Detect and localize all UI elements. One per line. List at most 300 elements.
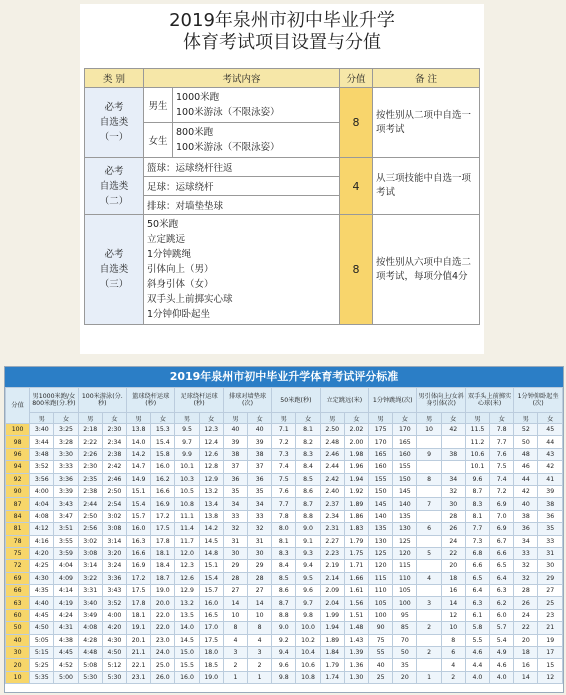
grading-cell: 2:22 xyxy=(78,436,102,448)
grading-cell: 2:44 xyxy=(78,498,102,510)
grading-cell: 6.2 xyxy=(490,597,514,609)
grading-row xyxy=(6,461,563,473)
grading-cell: 14.0 xyxy=(175,622,199,634)
grading-cell: 6.4 xyxy=(465,585,489,597)
grading-cell: 12 xyxy=(538,671,563,683)
grading-cell: 22.0 xyxy=(151,609,175,621)
grading-cell: 36 xyxy=(538,510,563,522)
items-table xyxy=(84,68,480,325)
grading-cell: 39 xyxy=(223,436,247,448)
content-volleyball: 排球：对墙垫垫球 xyxy=(144,196,340,215)
note-3: 按性别从六项中自选二项考试，每项分值4分 xyxy=(373,215,480,325)
grading-cell: 3:14 xyxy=(78,560,102,572)
grading-cell: 1.83 xyxy=(344,523,368,535)
grading-cell: 6.0 xyxy=(490,609,514,621)
grading-cell: 20 xyxy=(441,560,465,572)
grading-cell: 4:52 xyxy=(54,659,78,671)
grading-cell: 90 xyxy=(369,622,393,634)
grading-cell: 4:38 xyxy=(54,634,78,646)
grading-cell: 2.31 xyxy=(320,523,344,535)
grading-cell: 23.1 xyxy=(127,671,151,683)
grading-cell: 15.0 xyxy=(175,647,199,659)
header-score: 分值 xyxy=(340,69,373,88)
grading-cell: 3:59 xyxy=(54,547,78,559)
grading-cell: 43 xyxy=(538,448,563,460)
grading-cell: 15.4 xyxy=(151,436,175,448)
grading-cell: 3:22 xyxy=(78,572,102,584)
grading-cell: 25.0 xyxy=(151,659,175,671)
grading-cell: 4:24 xyxy=(54,609,78,621)
grading-cell: 17.0 xyxy=(199,622,223,634)
grading-cell: 115 xyxy=(369,572,393,584)
grading-cell: 14.2 xyxy=(127,448,151,460)
grading-cell: 10.5 xyxy=(175,485,199,497)
grading-score-cell: 60 xyxy=(6,609,30,621)
grading-cell: 26.0 xyxy=(151,671,175,683)
grading-cell: 4:04 xyxy=(30,498,54,510)
grading-cell: 14.2 xyxy=(199,523,223,535)
grading-cell: 1.61 xyxy=(344,585,368,597)
grading-cell: 42 xyxy=(441,424,465,436)
grading-cell: 4.0 xyxy=(490,671,514,683)
grading-cell: 22 xyxy=(514,622,538,634)
grading-cell: 28 xyxy=(248,572,272,584)
grading-score-cell: 63 xyxy=(6,597,30,609)
grading-cell xyxy=(417,535,441,547)
grading-cell: 4:09 xyxy=(54,572,78,584)
grading-cell: 6.5 xyxy=(465,572,489,584)
grading-cell: 3:24 xyxy=(102,560,126,572)
grading-cell: 9.6 xyxy=(272,659,296,671)
grading-cell: 16.5 xyxy=(199,609,223,621)
grading-cell: 3:02 xyxy=(78,535,102,547)
grading-cell: 2.14 xyxy=(320,572,344,584)
grading-row xyxy=(6,597,563,609)
note-1: 按性别从二项中自选一项考试 xyxy=(373,88,480,158)
grading-cell: 5:30 xyxy=(78,671,102,683)
grading-header: 男引体向上/女斜身引体(次) xyxy=(417,388,465,413)
grading-cell: 15.7 xyxy=(199,585,223,597)
grading-cell: 2.19 xyxy=(320,560,344,572)
grading-cell: 32 xyxy=(514,560,538,572)
grading-cell: 170 xyxy=(393,424,417,436)
grading-subheader: 男 xyxy=(127,413,151,424)
grading-cell: 2.23 xyxy=(320,547,344,559)
grading-cell: 26 xyxy=(441,523,465,535)
grading-cell: 10.6 xyxy=(296,659,320,671)
grading-cell: 30 xyxy=(538,560,563,572)
grading-cell xyxy=(417,609,441,621)
grading-cell: 16.0 xyxy=(151,461,175,473)
grading-cell: 48 xyxy=(514,448,538,460)
grading-cell: 18.1 xyxy=(127,609,151,621)
grading-cell: 140 xyxy=(369,510,393,522)
grading-cell: 175 xyxy=(369,424,393,436)
score-1: 8 xyxy=(340,88,373,158)
grading-header: 足球绕杆运球(秒) xyxy=(175,388,223,413)
grading-cell: 9.5 xyxy=(296,572,320,584)
grading-cell: 8 xyxy=(223,622,247,634)
grading-cell: 8.5 xyxy=(272,572,296,584)
grading-cell: 4:08 xyxy=(78,622,102,634)
grading-cell: 10.4 xyxy=(296,647,320,659)
grading-cell: 160 xyxy=(393,448,417,460)
grading-row xyxy=(6,485,563,497)
grading-cell: 1.89 xyxy=(320,634,344,646)
grading-cell: 31 xyxy=(248,535,272,547)
grading-cell: 9.3 xyxy=(296,547,320,559)
grading-cell xyxy=(417,585,441,597)
grading-cell: 3:30 xyxy=(54,448,78,460)
grading-cell xyxy=(417,485,441,497)
grading-cell: 7.3 xyxy=(465,535,489,547)
grading-cell: 10 xyxy=(223,609,247,621)
note-2: 从三项技能中自选一项考试 xyxy=(373,158,480,215)
grading-cell: 13.8 xyxy=(199,510,223,522)
grading-subheader: 男 xyxy=(465,413,489,424)
grading-cell: 10.8 xyxy=(175,498,199,510)
grading-cell: 3:49 xyxy=(78,609,102,621)
grading-cell: 12.0 xyxy=(175,547,199,559)
grading-cell: 23 xyxy=(538,609,563,621)
grading-cell: 16.9 xyxy=(151,498,175,510)
grading-row xyxy=(6,473,563,485)
grading-row xyxy=(6,671,563,683)
grading-cell: 3:31 xyxy=(78,585,102,597)
grading-cell: 46 xyxy=(514,461,538,473)
grading-cell: 15.4 xyxy=(127,498,151,510)
grading-cell: 2:50 xyxy=(102,485,126,497)
grading-cell: 135 xyxy=(369,523,393,535)
grading-cell: 1.36 xyxy=(344,659,368,671)
grading-cell: 120 xyxy=(393,547,417,559)
grading-cell: 1.48 xyxy=(344,622,368,634)
grading-cell: 14.8 xyxy=(199,547,223,559)
grading-cell: 26 xyxy=(514,597,538,609)
grading-cell: 105 xyxy=(369,597,393,609)
grading-subheader: 女 xyxy=(490,413,514,424)
grading-cell: 37 xyxy=(223,461,247,473)
grading-cell: 3 xyxy=(248,647,272,659)
grading-score-cell: 92 xyxy=(6,473,30,485)
grading-cell: 15.4 xyxy=(199,572,223,584)
grading-cell: 38 xyxy=(223,448,247,460)
grading-cell: 4 xyxy=(248,634,272,646)
grading-cell: 7.7 xyxy=(272,498,296,510)
grading-cell: 27 xyxy=(248,585,272,597)
grading-header: 50米跑(秒) xyxy=(272,388,320,413)
grading-cell: 16.0 xyxy=(199,597,223,609)
grading-cell xyxy=(417,659,441,671)
grading-cell xyxy=(441,436,465,448)
grading-cell: 27 xyxy=(223,585,247,597)
grading-cell: 1.79 xyxy=(344,535,368,547)
grading-cell: 12.4 xyxy=(199,436,223,448)
grading-cell: 5:05 xyxy=(30,634,54,646)
grading-score-cell: 30 xyxy=(6,647,30,659)
grading-cell: 12.9 xyxy=(175,585,199,597)
grading-row xyxy=(6,547,563,559)
sex-female: 女生 xyxy=(144,123,173,158)
grading-cell: 4:48 xyxy=(78,647,102,659)
grading-cell: 3:56 xyxy=(30,473,54,485)
grading-subheader: 男 xyxy=(514,413,538,424)
grading-cell: 10.0 xyxy=(296,622,320,634)
grading-cell: 3:43 xyxy=(102,585,126,597)
grading-cell: 85 xyxy=(393,622,417,634)
grading-cell: 1.66 xyxy=(344,572,368,584)
grading-cell: 40 xyxy=(248,424,272,436)
grading-cell: 1.56 xyxy=(344,597,368,609)
grading-cell: 34 xyxy=(223,498,247,510)
content-female: 800米跑 100米游泳（不限泳姿） xyxy=(173,123,340,158)
grading-row xyxy=(6,609,563,621)
grading-cell: 32 xyxy=(223,523,247,535)
grading-cell: 17.5 xyxy=(151,523,175,535)
grading-cell: 17.5 xyxy=(199,634,223,646)
grading-cell: 14 xyxy=(223,597,247,609)
grading-cell: 2.40 xyxy=(320,485,344,497)
grading-cell: 6.9 xyxy=(490,523,514,535)
grading-cell: 19.0 xyxy=(151,585,175,597)
grading-cell: 2.37 xyxy=(320,498,344,510)
grading-cell: 6.5 xyxy=(490,560,514,572)
grading-cell: 6.8 xyxy=(465,547,489,559)
grading-cell: 39 xyxy=(538,485,563,497)
grading-cell: 23.0 xyxy=(151,634,175,646)
grading-cell: 30 xyxy=(223,547,247,559)
grading-cell: 5:30 xyxy=(102,671,126,683)
grading-cell: 4:00 xyxy=(102,609,126,621)
grading-cell: 6.3 xyxy=(490,585,514,597)
grading-cell: 35 xyxy=(538,523,563,535)
grading-cell: 8 xyxy=(417,473,441,485)
grading-cell: 22.1 xyxy=(127,659,151,671)
grading-cell: 10 xyxy=(248,609,272,621)
grading-cell: 16.9 xyxy=(127,560,151,572)
grading-cell: 8.1 xyxy=(465,510,489,522)
grading-cell: 2:35 xyxy=(78,473,102,485)
grading-cell: 13.8 xyxy=(127,424,151,436)
grading-cell: 1 xyxy=(417,671,441,683)
grading-score-cell: 81 xyxy=(6,523,30,535)
grading-score-cell: 69 xyxy=(6,572,30,584)
grading-cell: 7.4 xyxy=(490,473,514,485)
grading-cell: 4:35 xyxy=(30,585,54,597)
grading-cell: 7.0 xyxy=(490,510,514,522)
grading-cell: 9.6 xyxy=(465,473,489,485)
grading-subheader: 女 xyxy=(248,413,272,424)
grading-cell: 5:35 xyxy=(30,671,54,683)
grading-cell: 3:52 xyxy=(102,597,126,609)
grading-cell: 8.0 xyxy=(272,523,296,535)
grading-cell: 14 xyxy=(248,597,272,609)
grading-cell: 17.2 xyxy=(151,510,175,522)
grading-cell: 4.6 xyxy=(490,659,514,671)
grading-cell: 2:38 xyxy=(78,485,102,497)
grading-cell: 1.39 xyxy=(344,647,368,659)
grading-cell: 1 xyxy=(223,671,247,683)
grading-cell: 2.00 xyxy=(344,436,368,448)
grading-cell: 140 xyxy=(393,498,417,510)
grading-score-cell: 96 xyxy=(6,448,30,460)
grading-cell: 3:43 xyxy=(54,498,78,510)
grading-cell: 4:30 xyxy=(30,572,54,584)
grading-cell: 4.9 xyxy=(490,647,514,659)
grading-cell: 8.5 xyxy=(296,473,320,485)
grading-cell: 7.4 xyxy=(272,461,296,473)
grading-subheader: 女 xyxy=(199,413,223,424)
grading-cell: 5:15 xyxy=(30,647,54,659)
grading-cell: 7.2 xyxy=(272,436,296,448)
grading-cell: 12 xyxy=(441,609,465,621)
grading-cell: 165 xyxy=(393,436,417,448)
grading-cell: 20 xyxy=(393,671,417,683)
grading-cell: 3:40 xyxy=(78,597,102,609)
grading-cell: 44 xyxy=(538,436,563,448)
grading-cell xyxy=(417,510,441,522)
grading-cell: 1.94 xyxy=(344,473,368,485)
grading-cell: 1.96 xyxy=(344,461,368,473)
grading-cell: 50 xyxy=(393,647,417,659)
grading-score-cell: 20 xyxy=(6,659,30,671)
grading-score-cell: 94 xyxy=(6,461,30,473)
content-group-3: 50米跑 立定跳远 1分钟跳绳 引体向上（男） 斜身引体（女） 双手头上前掷实心球 1分钟仰卧起坐 xyxy=(144,215,340,325)
grading-cell: 17.5 xyxy=(127,585,151,597)
grading-cell: 14.9 xyxy=(127,473,151,485)
grading-cell: 4:31 xyxy=(54,622,78,634)
grading-cell: 18 xyxy=(514,647,538,659)
grading-cell: 7.6 xyxy=(272,485,296,497)
grading-cell: 1.98 xyxy=(344,448,368,460)
grading-cell: 2 xyxy=(417,622,441,634)
grading-cell: 2 xyxy=(441,671,465,683)
grading-cell: 10.1 xyxy=(175,461,199,473)
grading-cell: 40 xyxy=(369,659,393,671)
grading-cell: 1 xyxy=(248,671,272,683)
grading-cell: 16.6 xyxy=(127,547,151,559)
grading-cell: 6.1 xyxy=(465,609,489,621)
grading-cell: 150 xyxy=(369,485,393,497)
grading-cell: 11.4 xyxy=(175,523,199,535)
grading-cell: 7 xyxy=(417,498,441,510)
grading-cell: 160 xyxy=(369,461,393,473)
grading-cell: 4:14 xyxy=(54,585,78,597)
grading-cell: 3:14 xyxy=(102,535,126,547)
grading-cell: 19.0 xyxy=(199,671,223,683)
grading-cell: 3:25 xyxy=(54,424,78,436)
grading-cell: 25 xyxy=(369,671,393,683)
grading-cell: 16.0 xyxy=(127,523,151,535)
grading-cell: 18 xyxy=(441,572,465,584)
grading-cell: 7.6 xyxy=(490,448,514,460)
grading-cell: 9.9 xyxy=(175,448,199,460)
grading-cell: 4:45 xyxy=(54,647,78,659)
grading-cell: 29 xyxy=(248,560,272,572)
grading-cell: 1.79 xyxy=(320,659,344,671)
grading-cell: 8.8 xyxy=(296,510,320,522)
grading-cell: 8 xyxy=(248,622,272,634)
grading-cell: 9.0 xyxy=(296,523,320,535)
grading-cell: 165 xyxy=(369,448,393,460)
grading-cell: 16.6 xyxy=(151,485,175,497)
grading-cell: 13.5 xyxy=(175,609,199,621)
grading-cell: 3:20 xyxy=(102,547,126,559)
grading-cell: 7.7 xyxy=(465,523,489,535)
grading-cell: 2:54 xyxy=(102,498,126,510)
grading-cell: 27 xyxy=(538,585,563,597)
grading-cell: 3:02 xyxy=(102,510,126,522)
header-content: 考试内容 xyxy=(144,69,340,88)
grading-cell: 16.3 xyxy=(127,535,151,547)
grading-cell: 6.6 xyxy=(465,560,489,572)
grading-cell: 8.8 xyxy=(272,609,296,621)
grading-cell: 7.5 xyxy=(490,461,514,473)
grading-cell: 15 xyxy=(538,659,563,671)
score-3: 8 xyxy=(340,215,373,325)
grading-cell: 1.30 xyxy=(344,671,368,683)
grading-score-cell: 40 xyxy=(6,634,30,646)
grading-cell: 36 xyxy=(514,523,538,535)
grading-cell: 4:50 xyxy=(102,647,126,659)
grading-cell: 12.3 xyxy=(175,560,199,572)
grading-cell: 6.7 xyxy=(490,535,514,547)
grading-cell: 2:42 xyxy=(102,461,126,473)
grading-row xyxy=(6,647,563,659)
grading-cell: 3:51 xyxy=(54,523,78,535)
grading-cell: 11.7 xyxy=(175,535,199,547)
grading-cell: 30 xyxy=(441,498,465,510)
grading-cell: 15.5 xyxy=(175,659,199,671)
grading-cell: 2:56 xyxy=(78,523,102,535)
grading-cell: 3:40 xyxy=(30,424,54,436)
grading-cell: 24.0 xyxy=(151,647,175,659)
grading-cell: 18.7 xyxy=(151,572,175,584)
grading-cell: 4:45 xyxy=(30,609,54,621)
grading-score-cell: 50 xyxy=(6,622,30,634)
grading-header: 1分钟跳绳(次) xyxy=(369,388,417,413)
grading-cell: 8 xyxy=(441,634,465,646)
grading-cell: 29 xyxy=(223,560,247,572)
grading-cell: 21 xyxy=(538,622,563,634)
grading-cell: 135 xyxy=(393,510,417,522)
grading-cell: 13.2 xyxy=(175,597,199,609)
grading-cell: 155 xyxy=(393,461,417,473)
grading-cell: 42 xyxy=(538,461,563,473)
grading-cell: 8.1 xyxy=(272,535,296,547)
grading-cell: 8.4 xyxy=(296,461,320,473)
grading-cell: 18.4 xyxy=(151,560,175,572)
grading-cell: 20.1 xyxy=(127,634,151,646)
grading-cell xyxy=(417,634,441,646)
grading-cell: 28 xyxy=(223,572,247,584)
grading-cell: 3:08 xyxy=(78,547,102,559)
grading-header: 男1000米跑/女800米跑(分.秒) xyxy=(30,388,78,413)
grading-subheader: 女 xyxy=(102,413,126,424)
grading-cell: 34 xyxy=(248,498,272,510)
grading-cell: 8.2 xyxy=(296,436,320,448)
grading-cell: 1.99 xyxy=(320,609,344,621)
grading-cell: 7.2 xyxy=(490,485,514,497)
grading-cell: 17.2 xyxy=(127,572,151,584)
grading-cell: 16 xyxy=(514,659,538,671)
grading-cell: 25 xyxy=(538,597,563,609)
grading-cell: 7.3 xyxy=(272,448,296,460)
grading-subheader: 女 xyxy=(344,413,368,424)
grading-cell: 100 xyxy=(393,597,417,609)
grading-cell: 7.7 xyxy=(490,436,514,448)
grading-cell: 5:08 xyxy=(78,659,102,671)
